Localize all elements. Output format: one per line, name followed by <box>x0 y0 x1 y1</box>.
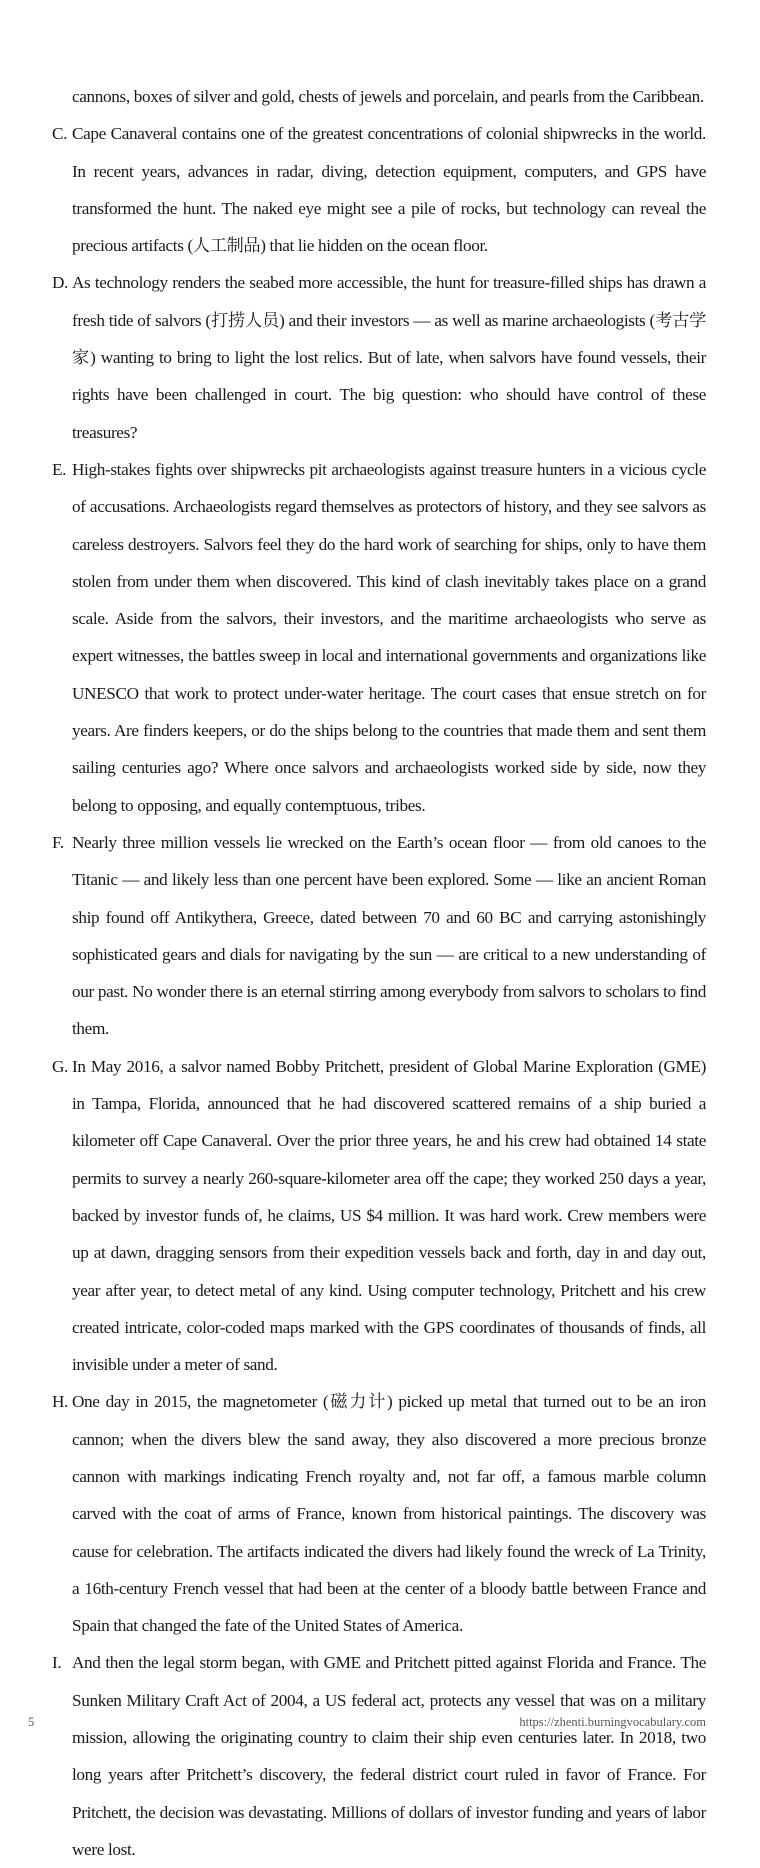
paragraph-text: As technology renders the seabed more accessible, the hunt for treasure-filled ships has drawn a fresh tide of salvors (打捞人员) and their investors — as well as marine archaeologists (考古学家) wanting to bring to light the lost relics. But of late, when salvors have found vessels, their rights have been challenged in court. The big question: who should have control of these treasures? <box>72 273 706 442</box>
paragraph-label: D. <box>52 273 69 293</box>
paragraph-c <box>52 115 706 264</box>
paragraph-i <box>52 1644 706 1868</box>
paragraph-e <box>52 451 706 824</box>
footer-url[interactable]: https://zhenti.burningvocabulary.com <box>519 1715 706 1729</box>
paragraph-d <box>52 264 706 450</box>
paragraph-label: C. <box>52 124 68 144</box>
paragraph-label: E. <box>52 459 67 479</box>
continuation-paragraph: cannons, boxes of silver and gold, chests of jewels and porcelain, and pearls from the Caribbean. <box>72 87 704 106</box>
paragraph-label: I. <box>52 1653 62 1673</box>
paragraph-text: And then the legal storm began, with GME and Pritchett pitted against Florida and France. The Sunken Military Craft Act of 2004, a US federal act, protects any vessel that was on a military mission, allowing the originating country to claim their ship even centuries later. In 2018, two long years after Pritchett’s discovery, the federal district court ruled in favor of France. For Pritchett, the decision was devastating. Millions of dollars of investor funding and years of labor were lost. <box>72 1653 706 1859</box>
page-number: 5 <box>28 1715 35 1729</box>
paragraph-label: F. <box>52 832 64 852</box>
paragraph-f <box>52 824 706 1048</box>
paragraph-text: Nearly three million vessels lie wrecked on the Earth’s ocean floor — from old canoes to the Titanic — and likely less than one percent have been explored. Some — like an ancient Roman ship found off Antikythera, Greece, dated between 70 and 60 BC and carrying astonishingly sophisticated gears and dials for navigating by the sun — are critical to a new understanding of our past. No wonder there is an eternal stirring among everybody from salvors to scholars to find them. <box>72 832 706 1039</box>
paragraph-text: Cape Canaveral contains one of the greatest concentrations of colonial shipwrecks in the world. In recent years, advances in radar, diving, detection equipment, computers, and GPS have transformed the hunt. The naked eye might see a pile of rocks, but technology can reveal the precious artifacts (人工制品) that lie hidden on the ocean floor. <box>72 124 706 256</box>
paragraph-label: G. <box>52 1056 69 1076</box>
article-body <box>52 78 706 1868</box>
paragraph-h <box>52 1383 706 1644</box>
paragraph-g <box>52 1048 706 1384</box>
paragraph-text: One day in 2015, the magnetometer (磁力计) picked up metal that turned out to be an iron cannon; when the divers blew the sand away, they also discovered a more precious bronze cannon with markings indicating French royalty and, not far off, a famous marble column carved with the coat of arms of France, known from historical paintings. The discovery was cause for celebration. The artifacts indicated the divers had likely found the wreck of La Trinity, a 16th-century French vessel that had been at the center of a bloody battle between France and Spain that changed the fate of the United States of America. <box>72 1392 706 1636</box>
paragraph-text: High-stakes fights over shipwrecks pit archaeologists against treasure hunters in a vicious cycle of accusations. Archaeologists regard themselves as protectors of history, and they see salvors as careless destroyers. Salvors feel they do the hard work of searching for ships, only to have them stolen from under them when discovered. This kind of clash inevitably takes place on a grand scale. Aside from the salvors, their investors, and the maritime archaeologists who serve as expert witnesses, the battles sweep in local and international governments and organizations like UNESCO that work to protect under-water heritage. The court cases that ensue stretch on for years. Are finders keepers, or do the ships belong to the countries that made them and sent them sailing centuries ago? Where once salvors and archaeologists worked side by side, now they belong to opposing, and equally contemptuous, tribes. <box>72 459 706 815</box>
paragraph-text: In May 2016, a salvor named Bobby Pritchett, president of Global Marine Exploration (GME) in Tampa, Florida, announced that he had discovered scattered remains of a ship buried a kilometer off Cape Canaveral. Over the prior three years, he and his crew had obtained 14 state permits to survey a nearly 260-square-kilometer area off the cape; they worked 250 days a year, backed by investor funds of, he claims, US $4 million. It was hard work. Crew members were up at dawn, dragging sensors from their expedition vessels back and forth, day in and day out, year after year, to detect metal of any kind. Using computer technology, Pritchett and his crew created intricate, color-coded maps marked with the GPS coordinates of thousands of finds, all invisible under a meter of sand. <box>72 1056 706 1375</box>
paragraph-label: H. <box>52 1392 69 1412</box>
page-footer <box>28 1715 706 1730</box>
